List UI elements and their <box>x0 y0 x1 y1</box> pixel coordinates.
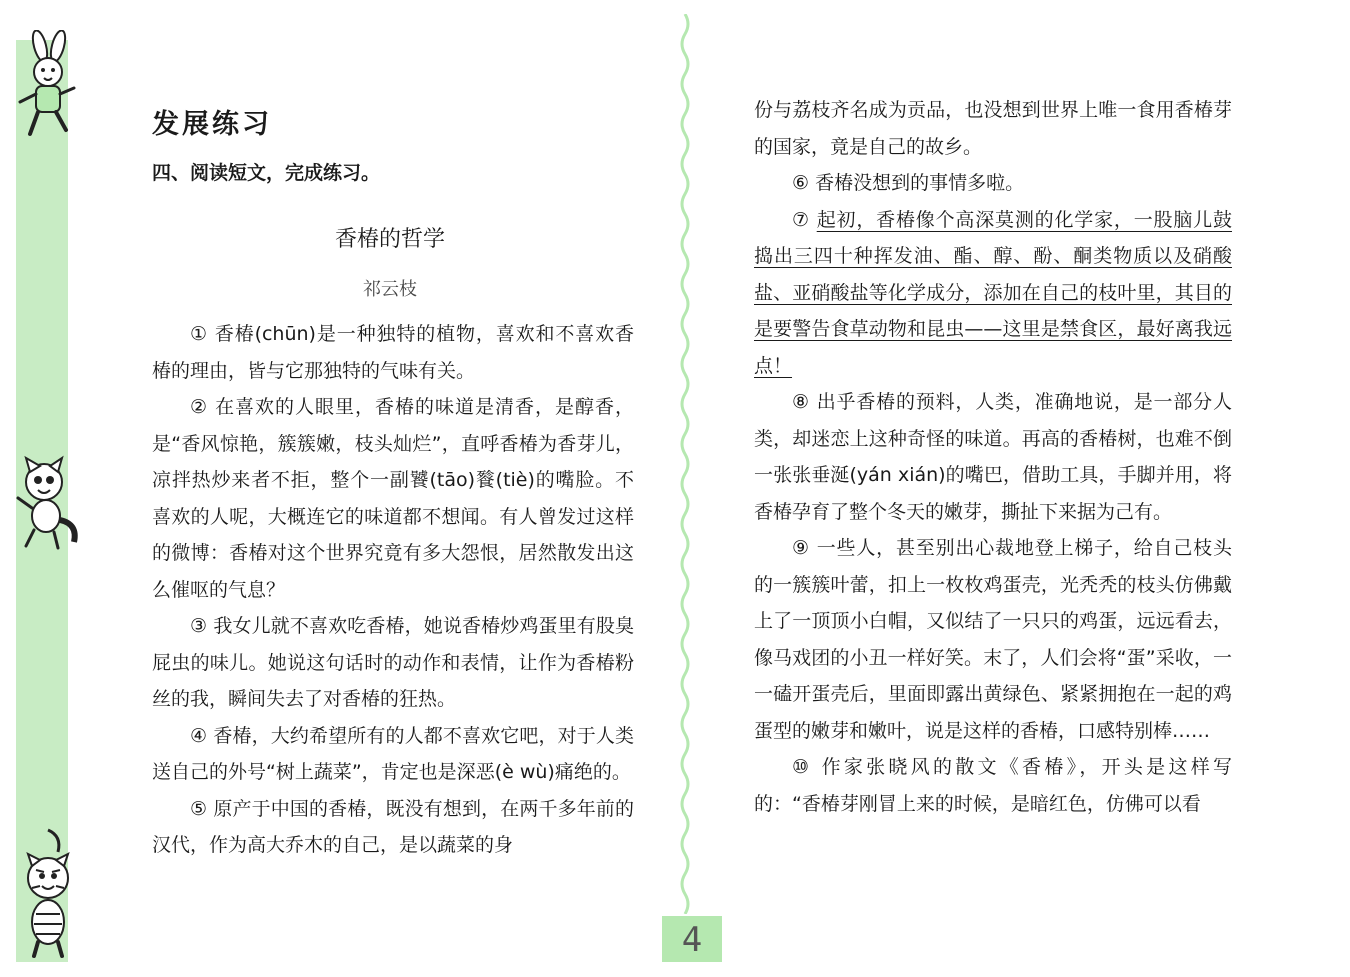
section-heading: 发展练习 <box>152 109 272 140</box>
rabbit-mascot-icon <box>14 30 82 148</box>
paragraph-4: ④ 香椿，大约希望所有的人都不喜欢它吧，对于人类送自己的外号“树上蔬菜”，肯定也是深恶(è wù)痛绝的。 <box>152 724 634 783</box>
paragraph-10: ⑩ 作家张晓风的散文《香椿》，开头是这样写的：“香椿芽刚冒上来的时候，是暗红色，仿佛可以看 <box>754 756 1232 815</box>
page-fold-divider <box>676 14 694 914</box>
page-number: 4 <box>662 916 722 962</box>
paragraph-9: ⑨ 一些人，甚至别出心裁地登上梯子，给自己枝头的一簇簇叶蕾，扣上一枚枚鸡蛋壳，光秃秃的枝头仿佛戴上了一顶顶小白帽，又似结了一只只的鸡蛋，远远看去，像马戏团的小丑一样好笑。末了，人们会将“蛋”采收，一一磕开蛋壳后，里面即露出黄绿色、紧紧拥抱在一起的鸡蛋型的嫩芽和嫩叶，说是这样的香椿，口感特别棒…… <box>754 537 1232 742</box>
paragraph-5: ⑤ 原产于中国的香椿，既没有想到，在两千多年前的汉代，作为高大乔木的自己，是以蔬菜的身 <box>152 797 634 856</box>
left-column-text <box>152 316 634 864</box>
paragraph-7-number: ⑦ <box>792 208 817 231</box>
article-author: 祁云枝 <box>363 279 417 300</box>
paragraph-6: ⑥ 香椿没想到的事情多啦。 <box>792 172 1025 194</box>
raccoon-mascot-icon <box>14 450 84 550</box>
paragraph-7 <box>754 202 1232 385</box>
right-column-text <box>754 92 1232 822</box>
paragraph-1: ① 香椿(chūn)是一种独特的植物，喜欢和不喜欢香椿的理由，皆与它那独特的气味有关。 <box>152 323 634 382</box>
paragraph-5-continuation: 份与荔枝齐名成为贡品，也没想到世界上唯一食用香椿芽的国家，竟是自己的故乡。 <box>754 99 1232 158</box>
paragraph-3: ③ 我女儿就不喜欢吃香椿，她说香椿炒鸡蛋里有股臭屁虫的味儿。她说这句话时的动作和表情，让作为香椿粉丝的我，瞬间失去了对香椿的狂热。 <box>152 615 634 710</box>
tiger-mascot-icon <box>18 826 78 960</box>
paragraph-2: ② 在喜欢的人眼里，香椿的味道是清香，是醇香，是“香风惊艳，簇簇嫩，枝头灿烂”，直呼香椿为香芽儿，凉拌热炒来者不拒，整个一副饕(tāo)餮(tiè)的嘴脸。不喜欢的人呢，大概连它的味道都不想闻。有人曾发过这样的微博：香椿对这个世界究竟有多大怨恨，居然散发出这么催呕的气息？ <box>152 396 634 601</box>
exercise-instruction: 四、阅读短文，完成练习。 <box>152 162 381 184</box>
underlined-passage: 起初，香椿像个高深莫测的化学家，一股脑儿鼓捣出三四十种挥发油、酯、醇、酚、酮类物质以及硝酸盐、亚硝酸盐等化学成分，添加在自己的枝叶里，其目的是要警告食草动物和昆虫——这里是禁食区，最好离我远点！ <box>754 208 1232 377</box>
article-title: 香椿的哲学 <box>334 227 445 252</box>
paragraph-8: ⑧ 出乎香椿的预料，人类，准确地说，是一部分人类，却迷恋上这种奇怪的味道。再高的香椿树，也难不倒一张张垂涎(yán xián)的嘴巴，借助工具，手脚并用，将香椿孕育了整个冬天的嫩芽，撕扯下来据为己有。 <box>754 391 1232 523</box>
